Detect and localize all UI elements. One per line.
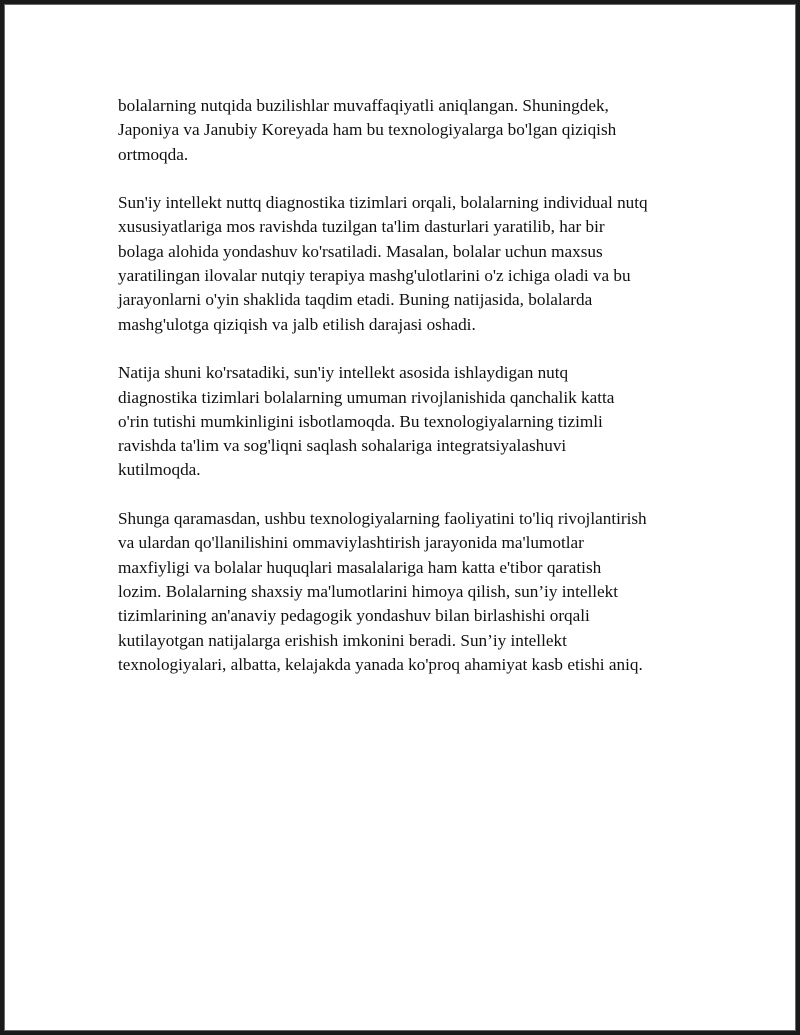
paragraph-3: Natija shuni ko'rsatadiki, sun'iy intellekt asosida ishlaydigan nutq diagnostika tizimlari bolalarning umuman rivojlanishida qanchalik katta o'rin tutishi mumkinligini isbotlamoqda. Bu texnologiyalarning tizimli ravishda ta'lim va sog'liqni saqlash sohalariga integratsiyalashuvi kutilmoqda.	[118, 363, 615, 480]
paragraph-4: Shunga qaramasdan, ushbu texnologiyalarning faoliyatini to'liq rivojlantirish va ulardan qo'llanilishini ommaviylashtirish jarayonida ma'lumotlar maxfiyligi va bolalar huquqlari masalalariga ham katta e'tibor qaratish lozim. Bolalarning shaxsiy ma'lumotlarini himoya qilish, sun’iy intellekt tizimlarining an'anaviy pedagogik yondashuv bilan birlashishi orqali kutilayotgan natijalarga erishish imkonini beradi. Sun’iy intellekt texnologiyalari, albatta, kelajakda yanada ko'proq ahamiyat kasb etishi aniq.	[118, 509, 647, 674]
document-body	[118, 94, 693, 677]
paragraph-1: bolalarning nutqida buzilishlar muvaffaqiyatli aniqlangan. Shuningdek, Japoniya va Janubiy Koreyada ham bu texnologiyalarga bo'lgan qiziqish ortmoqda.	[118, 96, 617, 164]
paragraph-2: Sun'iy intellekt nuttq diagnostika tizimlari orqali, bolalarning individual nutq xususiyatlariga mos ravishda tuzilgan ta'lim dasturlari yaratilib, har bir bolaga alohida yondashuv ko'rsatiladi. Masalan, bolalar uchun maxsus yaratilingan ilovalar nutqiy terapiya mashg'ulotlarini o'z ichiga oladi va bu jarayonlarni o'yin shaklida taqdim etadi. Buning natijasida, bolalarda mashg'ulotga qiziqish va jalb etilish darajasi oshadi.	[118, 193, 648, 334]
